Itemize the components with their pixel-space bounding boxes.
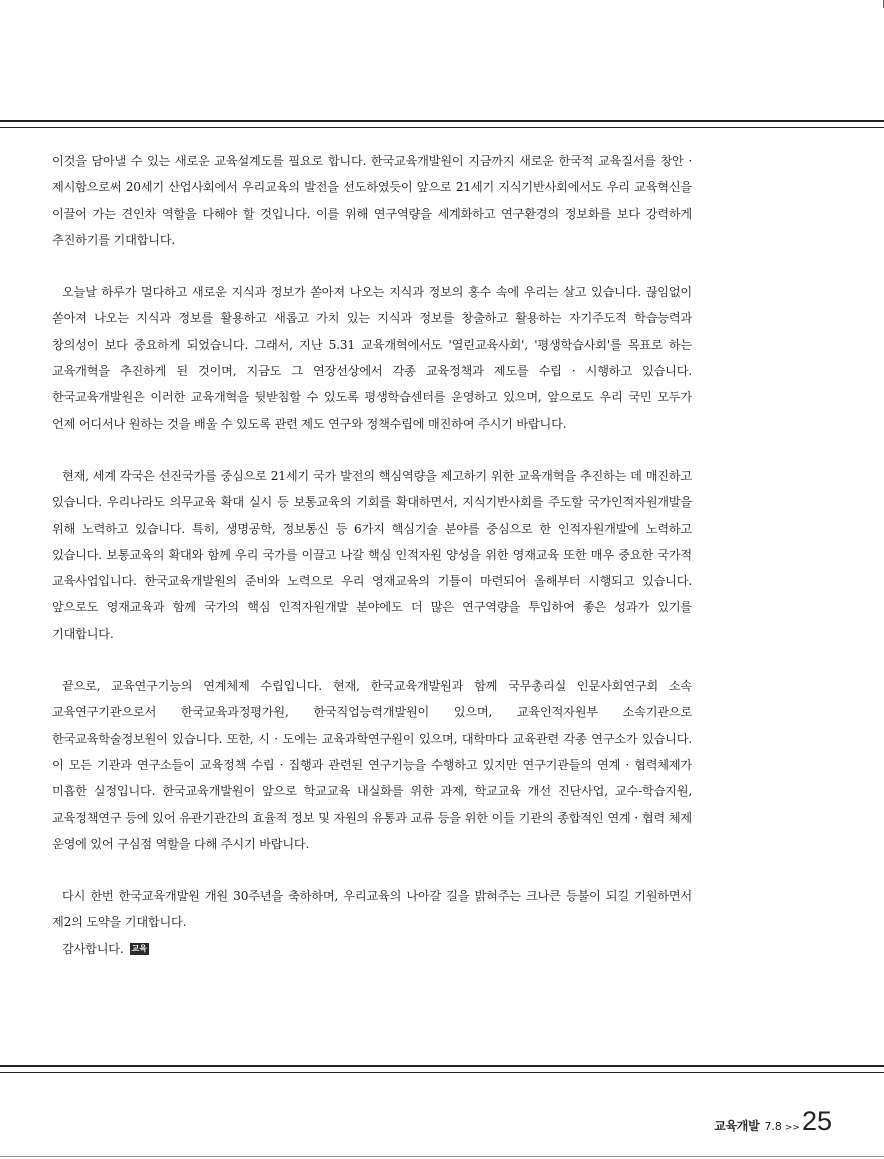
paragraph-4: 끝으로, 교육연구기능의 연계체제 수립입니다. 현재, 한국교육개발원과 함께 국무총리실 인문사회연구회 소속 교육연구기관으로서 한국교육과정평가원, 한국직업능력개발원이 있으며, 교육인적자원부 소속기관으로 한국교육학술정보원이 있습니다. 또한, 시 · 도에는 교육과학연구원이 있으며, 대학마다 교육관련 각종 연구소가 있습니다. 이 모든 기관과 연구소들이 교육정책 수립 · 집행과 관련된 연구기능을 수행하고 있지만 연구기관들의 연계 · 협력체제가 미흡한 실정입니다. 한국교육개발원이 앞으로 학교교육 내실화를 위한 과제, 학교교육 개선 진단사업, 교수-학습지원, 교육정책연구 등에 있어 유관기관간의 효율적 정보 및 자원의 유통과 교류 등을 위한 이들 기관의 종합적인 연계 · 협력 체제 운영에 있어 구심점 역할을 다해 주시기 바랍니다. xyxy=(52,679,692,851)
end-mark-icon: 교육 xyxy=(131,943,148,953)
page-number: 25 xyxy=(801,1106,832,1136)
page-edge-line xyxy=(0,1156,884,1157)
closing-line xyxy=(52,936,692,962)
footer-rule-thick xyxy=(0,1065,884,1067)
paragraph-2: 오늘날 하루가 멀다하고 새로운 지식과 정보가 쏟아져 나오는 지식과 정보의 홍수 속에 우리는 살고 있습니다. 끊임없이 쏟아져 나오는 지식과 정보를 활용하고 새롭고 가치 있는 지식과 정보를 창출하고 활용하는 자기주도적 학습능력과 창의성이 보다 중요하게 되었습니다. 그래서, 지난 5.31 교육개혁에서도 '열린교육사회', '평생학습사회'를 목표로 하는 교육개혁을 추진하게 된 것이며, 지금도 그 연장선상에서 각종 교육정책과 제도를 수립 · 시행하고 있습니다. 한국교육개발원은 이러한 교육개혁을 뒷받침할 수 있도록 평생학습센터를 운영하고 있으며, 앞으로도 우리 국민 모두가 언제 어디서나 원하는 것을 배울 수 있도록 관련 제도 연구와 정책수립에 매진하여 주시기 바랍니다. xyxy=(52,285,692,431)
footer-rule-thin xyxy=(0,1072,884,1073)
magazine-title: 교육개발 xyxy=(714,1119,760,1133)
header-rule-thick xyxy=(0,120,884,122)
paragraph-1: 이것을 담아낼 수 있는 새로운 교육설계도를 필요로 합니다. 한국교육개발원이 지금까지 새로운 한국적 교육질서를 창안 · 제시함으로써 20세기 산업사회에서 우리교육의 발전을 선도하였듯이 앞으로 21세기 지식기반사회에서도 우리 교육혁신을 이끌어 가는 견인차 역할을 다해야 할 것입니다. 이를 위해 연구역량을 세계화하고 연구환경의 정보화를 보다 강력하게 추진하기를 기대합니다. xyxy=(52,154,692,247)
issue-number: 7.8 xyxy=(764,1120,782,1133)
paragraph-3: 현재, 세계 각국은 선진국가를 중심으로 21세기 국가 발전의 핵심역량을 제고하기 위한 교육개혁을 추진하는 데 매진하고 있습니다. 우리나라도 의무교육 확대 실시 등 보통교육의 기회를 확대하면서, 지식기반사회를 주도할 국가인적자원개발을 위해 노력하고 있습니다. 특히, 생명공학, 정보통신 등 6가지 핵심기술 분야를 중심으로 한 인적자원개발에 노력하고 있습니다. 보통교육의 확대와 함께 우리 국가를 이끌고 나갈 핵심 인적자원 양성을 위한 영재교육 또한 매우 중요한 국가적 교육사업입니다. 한국교육개발원의 준비와 노력으로 우리 영재교육의 기틀이 마련되어 올해부터 시행되고 있습니다. 앞으로도 영재교육과 함께 국가의 핵심 인적자원개발 분야에도 더 많은 연구역량을 투입하여 좋은 성과가 있기를 기대합니다. xyxy=(52,468,692,641)
page-footer xyxy=(714,1108,832,1135)
closing-text: 감사합니다. xyxy=(62,941,124,956)
header-rule-thin xyxy=(0,127,884,128)
article-body xyxy=(52,148,692,962)
footer-separator: >> xyxy=(784,1123,800,1133)
paragraph-5: 다시 한번 한국교육개발원 개원 30주년을 축하하며, 우리교육의 나아갈 길을 밝혀주는 크나큰 등불이 되길 기원하면서 제2의 도약을 기대합니다. xyxy=(52,889,692,930)
